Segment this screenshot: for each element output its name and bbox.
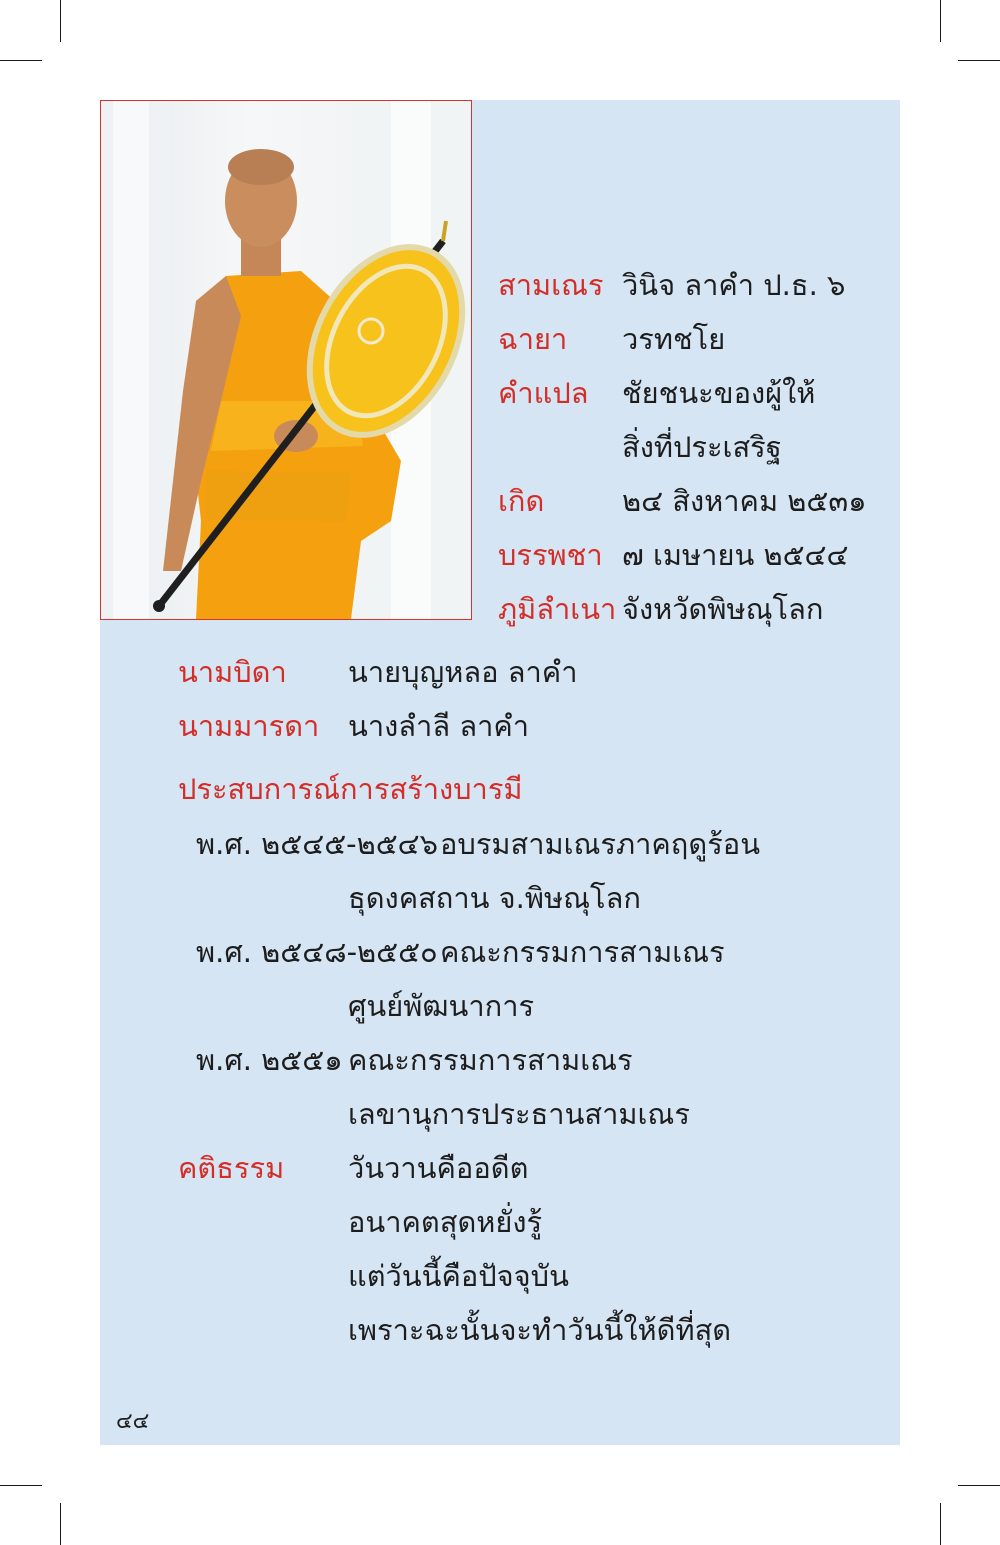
monk-name-label: ฉายา: [498, 322, 568, 356]
crop-mark: [60, 1503, 61, 1545]
experience-year: พ.ศ. ๒๕๕๑: [196, 1043, 343, 1077]
experience-line-2: ศูนย์พัฒนาการ: [348, 989, 535, 1023]
ordained-label: บรรพชา: [498, 538, 603, 572]
born-label: เกิด: [498, 484, 545, 518]
experience-year: พ.ศ. ๒๕๔๕-๒๕๔๖: [196, 827, 439, 861]
meaning-label: คำแปล: [498, 376, 589, 410]
crop-mark: [0, 60, 42, 61]
experience-line-1: อบรมสามเณรภาคฤดูร้อน: [440, 827, 761, 861]
name-value: วินิจ ลาคำ ป.ธ. ๖: [622, 268, 846, 302]
father-label: นามบิดา: [178, 655, 287, 689]
crop-mark: [60, 0, 61, 42]
born-value: ๒๔ สิงหาคม ๒๕๓๑: [622, 484, 867, 518]
crop-mark: [940, 0, 941, 42]
crop-mark: [0, 1485, 42, 1486]
page-number: ๔๔: [116, 1409, 150, 1434]
monk-name-value: วรทชโย: [622, 322, 726, 356]
novice-portrait-photo: [100, 100, 472, 620]
meaning-line-2: สิ่งที่ประเสริฐ: [622, 430, 782, 464]
motto-line: แต่วันนี้คือปัจจุบัน: [348, 1259, 569, 1293]
motto-label: คติธรรม: [178, 1151, 285, 1185]
experience-line-2: ธุดงคสถาน จ.พิษณุโลก: [348, 881, 641, 915]
mother-label: นามมารดา: [178, 709, 320, 743]
father-value: นายบุญหลอ ลาคำ: [348, 655, 578, 689]
crop-mark: [940, 1503, 941, 1545]
meaning-line-1: ชัยชนะของผู้ให้: [622, 376, 816, 410]
crop-mark: [958, 60, 1000, 61]
ordained-value: ๗ เมษายน ๒๕๔๔: [622, 538, 849, 572]
hometown-label: ภูมิลำเนา: [498, 592, 617, 626]
hometown-value: จังหวัดพิษณุโลก: [622, 592, 824, 626]
motto-line: วันวานคืออดีต: [348, 1151, 529, 1185]
crop-mark: [958, 1485, 1000, 1486]
motto-line: เพราะฉะนั้นจะทำวันนี้ให้ดีที่สุด: [348, 1313, 732, 1347]
experience-line-2: เลขานุการประธานสามเณร: [348, 1097, 690, 1131]
experience-heading: ประสบการณ์การสร้างบารมี: [178, 772, 523, 806]
experience-line-1: คณะกรรมการสามเณร: [348, 1043, 633, 1077]
mother-value: นางลำลี ลาคำ: [348, 709, 530, 743]
name-label: สามเณร: [498, 268, 604, 302]
experience-line-1: คณะกรรมการสามเณร: [440, 935, 725, 969]
motto-line: อนาคตสุดหยั่งรู้: [348, 1205, 543, 1239]
experience-year: พ.ศ. ๒๕๔๘-๒๕๕๐: [196, 935, 438, 969]
novice-illustration: [101, 101, 471, 619]
